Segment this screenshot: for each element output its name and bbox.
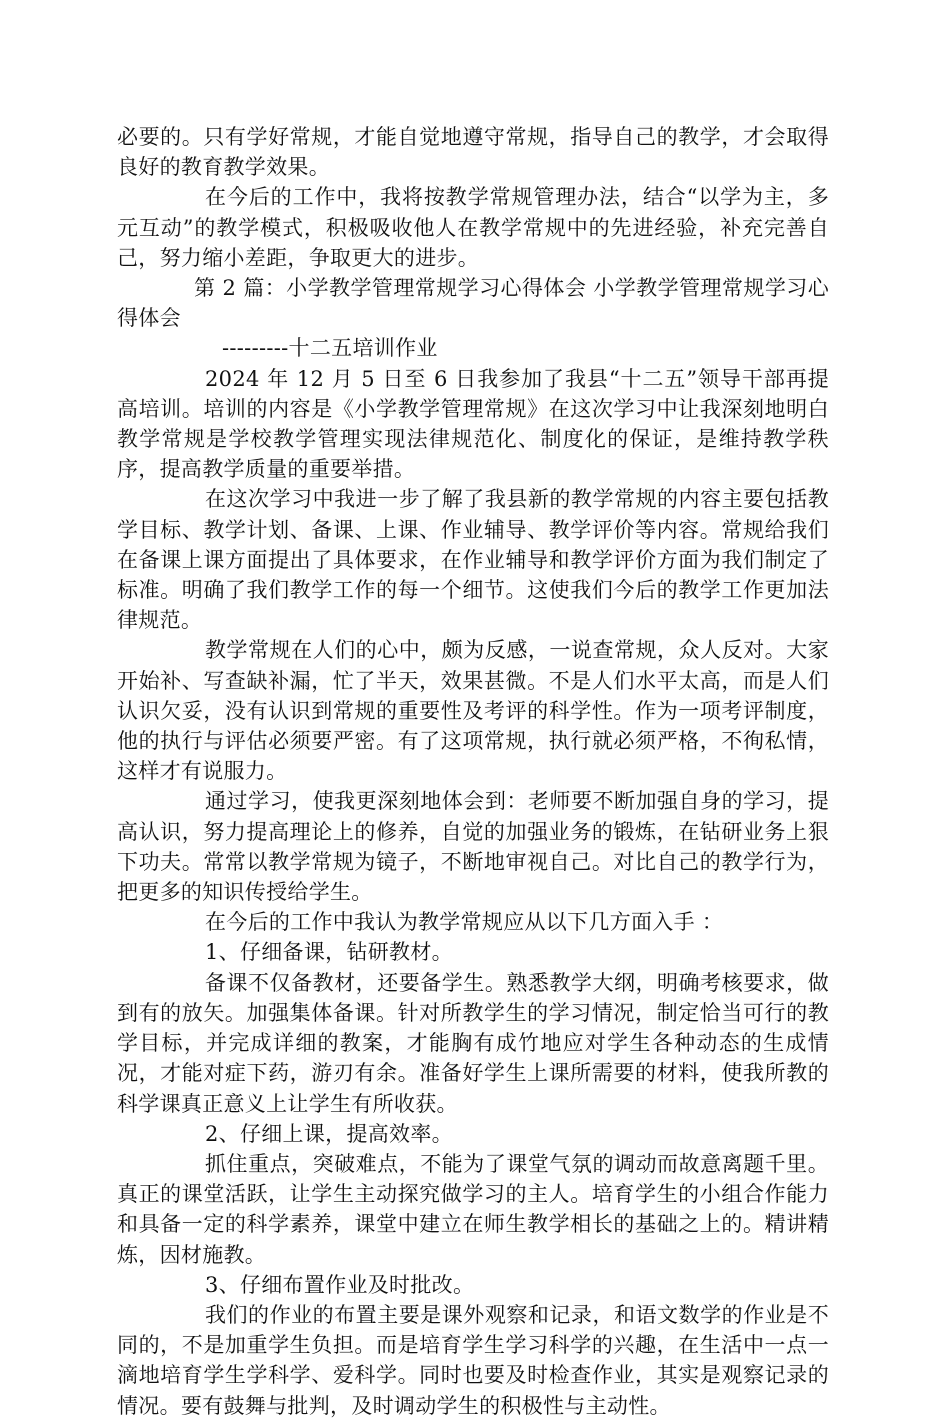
document-body [117, 122, 829, 1421]
section-heading-part2: 第 2 篇：小学教学管理常规学习心得体会 小学教学管理常规学习心得体会 [117, 276, 829, 331]
list-heading-3: 3、仔细布置作业及时批改。 [205, 1272, 475, 1297]
list-heading-1: 1、仔细备课，钻研教材。 [205, 940, 453, 965]
paragraph-attitude: 教学常规在人们的心中，颇为反感，一说查常规，众人反对。大家开始补、写查缺补漏，忙了半天，效果甚微。不是人们水平太高，而是人们认识欠妥，没有认识到常规的重要性及考评的科学性。作为一项考评制度，他的执行与评估必须要严密。有了这项常规，执行就必须严格，不徇私情，这样才有说服力。 [117, 638, 829, 784]
paragraph-future-work: 在今后的工作中，我将按教学常规管理办法，结合“以学为主，多元互动”的教学模式，积极吸收他人在教学常规中的先进经验，补充完善自己，努力缩小差距，争取更大的进步。 [117, 185, 829, 270]
paragraph-aspects-intro: 在今后的工作中我认为教学常规应从以下几方面入手 ： [205, 910, 724, 935]
paragraph-teaching: 抓住重点，突破难点，不能为了课堂气氛的调动而故意离题千里。真正的课堂活跃，让学生主动探究做学习的主人。培育学生的小组合作能力和具备一定的科学素养，课堂中建立在师生教学相长的基础之上的。精讲精炼，因材施教。 [117, 1151, 829, 1267]
paragraph-reflection: 通过学习，使我更深刻地体会到：老师要不断加强自身的学习，提高认识，努力提高理论上的修养，自觉的加强业务的锻炼，在钻研业务上狠下功夫。常常以教学常规为镜子，不断地审视自己。对比自己的教学行为，把更多的知识传授给学生。 [117, 789, 829, 905]
list-heading-2: 2、仔细上课，提高效率。 [205, 1121, 453, 1146]
paragraph-training: 2024 年 12 月 5 日至 6 日我参加了我县“十二五”领导干部再提高培训。培训的内容是《小学教学管理常规》在这次学习中让我深刻地明白教学常规是学校教学管理实现法律规范化、制度化的保证，是维持教学秩序，提高教学质量的重要举措。 [117, 366, 829, 482]
paragraph-intro-end: 必要的。只有学好常规，才能自觉地遵守常规，指导自己的教学，才会取得良好的教育教学效果。 [117, 125, 829, 180]
paragraph-lesson-prep: 备课不仅备教材，还要备学生。熟悉教学大纲，明确考核要求，做到有的放矢。加强集体备课。针对所教学生的学习情况，制定恰当可行的教学目标，并完成详细的教案，才能胸有成竹地应对学生各种动态的生成情况，才能对症下药，游刃有余。准备好学生上课所需要的材料，使我所教的科学课真正意义上让学生有所收获。 [117, 970, 829, 1116]
section-subtitle: ---------十二五培训作业 [222, 336, 438, 361]
paragraph-homework: 我们的作业的布置主要是课外观察和记录，和语文数学的作业是不同的，不是加重学生负担。而是培育学生学习科学的兴趣，在生活中一点一滴地培育学生学科学、爱科学。同时也要及时检查作业，其实是观察记录的情况。要有鼓舞与批判，及时调动学生的积极性与主动性。 [117, 1302, 829, 1418]
paragraph-learning: 在这次学习中我进一步了解了我县新的教学常规的内容主要包括教学目标、教学计划、备课、上课、作业辅导、教学评价等内容。常规给我们在备课上课方面提出了具体要求，在作业辅导和教学评价方面为我们制定了标准。明确了我们教学工作的每一个细节。这使我们今后的教学工作更加法律规范。 [117, 487, 829, 633]
